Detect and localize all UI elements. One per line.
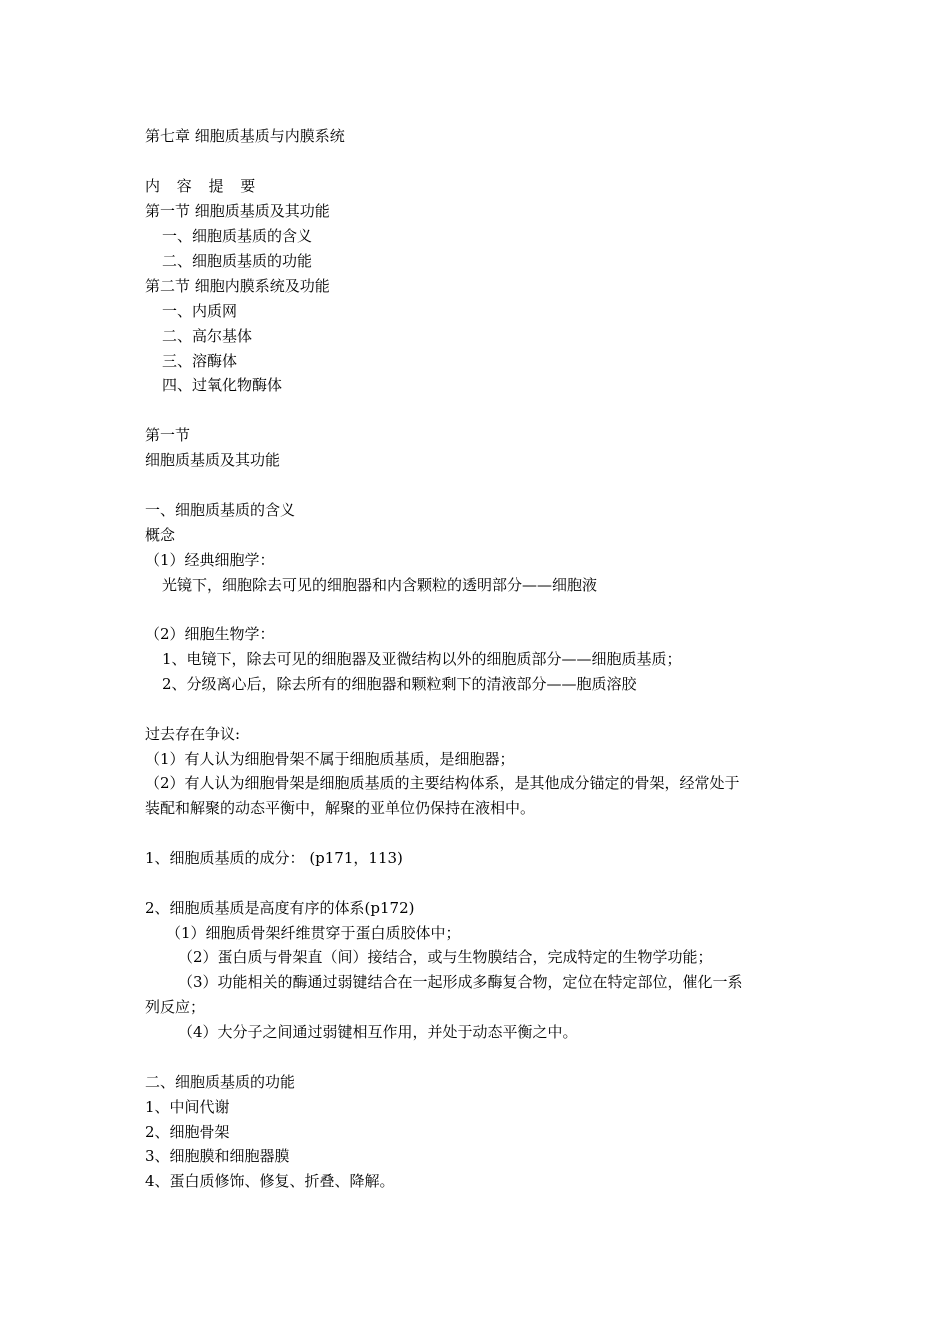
- section-label: 第一节: [145, 426, 191, 444]
- dispute-2-line1: （2）有人认为细胞骨架是细胞质基质的主要结构体系，是其他成分锚定的骨架，经常处于: [145, 774, 740, 792]
- biology-item: 1、电镜下，除去可见的细胞器及亚微结构以外的细胞质部分——细胞质基质；: [162, 650, 682, 668]
- classical-text: 光镜下，细胞除去可见的细胞器和内含颗粒的透明部分——细胞液: [162, 576, 598, 594]
- composition-line: 1、细胞质基质的成分： (p171，113): [145, 849, 403, 867]
- function-item: 2、细胞骨架: [145, 1123, 230, 1141]
- biology-label: （2）细胞生物学：: [145, 625, 275, 643]
- ordered-item-3-line1: （3）功能相关的酶通过弱键结合在一起形成多酶复合物，定位在特定部位，催化一系: [178, 973, 743, 991]
- ordered-item-4: （4）大分子之间通过弱键相互作用，并处于动态平衡之中。: [178, 1023, 578, 1041]
- function-item: 3、细胞膜和细胞器膜: [145, 1147, 290, 1165]
- summary-heading: 内 容 提 要: [145, 177, 262, 195]
- concept-label: 概念: [145, 526, 176, 544]
- classical-label: （1）经典细胞学：: [145, 551, 275, 569]
- chapter-title: 第七章 细胞质基质与内膜系统: [145, 127, 345, 145]
- section-title: 细胞质基质及其功能: [145, 451, 281, 469]
- outline-section-2-item: 一、内质网: [162, 302, 238, 320]
- dispute-2-line2: 装配和解聚的动态平衡中，解聚的亚单位仍保持在液相中。: [145, 799, 536, 817]
- dispute-heading: 过去存在争议:: [145, 725, 241, 743]
- outline-section-1-item: 二、细胞质基质的功能: [162, 252, 313, 270]
- part2-heading: 二、细胞质基质的功能: [145, 1073, 296, 1091]
- ordered-heading: 2、细胞质基质是高度有序的体系(p172): [145, 899, 415, 917]
- ordered-item-2: （2）蛋白质与骨架直（间）接结合，或与生物膜结合，完成特定的生物学功能；: [178, 948, 713, 966]
- function-item: 1、中间代谢: [145, 1098, 230, 1116]
- outline-section-2-item: 二、高尔基体: [162, 327, 253, 345]
- part1-heading: 一、细胞质基质的含义: [145, 501, 296, 519]
- function-item: 4、蛋白质修饰、修复、折叠、降解。: [145, 1172, 395, 1190]
- biology-item: 2、分级离心后，除去所有的细胞器和颗粒剩下的清液部分——胞质溶胶: [162, 675, 637, 693]
- outline-section-1-item: 一、细胞质基质的含义: [162, 227, 313, 245]
- outline-section-2-item: 三、溶酶体: [162, 352, 238, 370]
- outline-section-2-item: 四、过氧化物酶体: [162, 376, 283, 394]
- outline-section-1: 第一节 细胞质基质及其功能: [145, 202, 330, 220]
- outline-section-2: 第二节 细胞内膜系统及功能: [145, 277, 330, 295]
- dispute-1: （1）有人认为细胞骨架不属于细胞质基质，是细胞器；: [145, 750, 515, 768]
- ordered-item-1: （1）细胞质骨架纤维贯穿于蛋白质胶体中；: [166, 924, 461, 942]
- ordered-item-3-line2: 列反应；: [145, 998, 206, 1016]
